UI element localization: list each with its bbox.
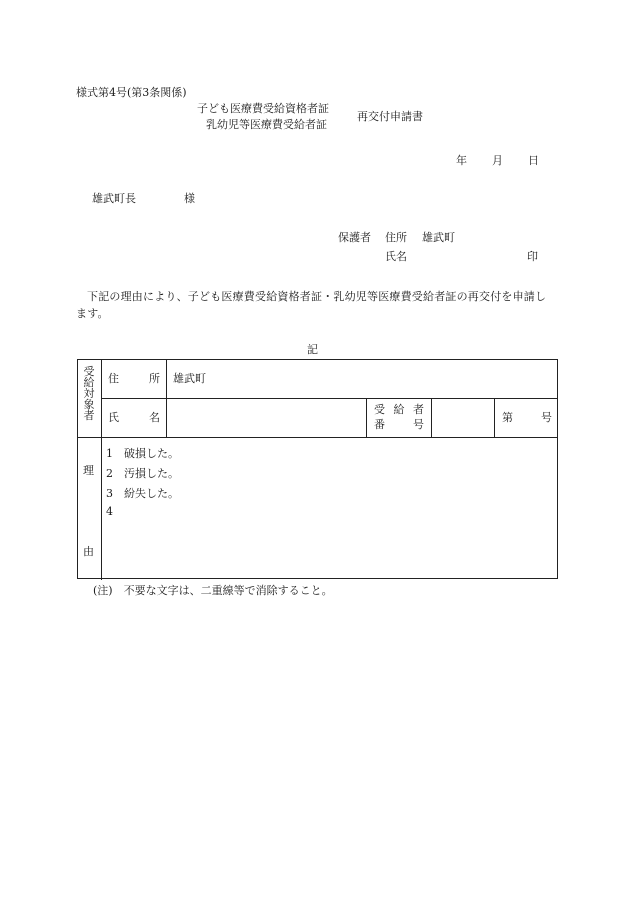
reason-header-bottom: 由	[83, 545, 94, 558]
ki-heading: 記	[307, 343, 318, 356]
reason-text: 紛失した。	[124, 487, 179, 500]
footnote: (注) 不要な文字は、二重線等で消除すること。	[93, 584, 333, 597]
title-reissue-application: 再交付申請書	[357, 110, 423, 123]
recipient-header-char: 受	[83, 365, 95, 378]
reason-text: 破損した。	[124, 447, 179, 460]
number-label-char5: 号	[413, 418, 424, 431]
addressee-honorific: 様	[184, 192, 195, 205]
table-address-label	[108, 372, 160, 386]
applicant-address-label: 住所	[385, 231, 407, 244]
title-certificate-infant: 乳幼児等医療費受給者証	[206, 118, 327, 131]
applicant-name-label: 氏名	[385, 250, 407, 263]
date-day-label: 日	[528, 154, 539, 167]
seal-mark: 印	[527, 250, 538, 263]
recipient-header-char: 者	[83, 409, 95, 422]
table-address-value[interactable]: 雄武町	[173, 372, 206, 385]
reason-item[interactable]	[106, 447, 179, 461]
recipient-header-text	[82, 366, 96, 421]
recipient-number-value[interactable]	[432, 399, 494, 437]
number-label-char1: 受	[374, 403, 385, 416]
addressee-name: 雄武町長	[92, 192, 136, 205]
reason-item[interactable]	[106, 487, 179, 501]
recipient-header-char: 象	[83, 398, 95, 411]
table-name-value[interactable]	[167, 399, 366, 437]
date-year-label: 年	[456, 154, 467, 167]
number-go: 号	[541, 411, 552, 424]
table-name-label-char1: 氏	[108, 411, 119, 424]
number-label-char2: 給	[393, 403, 405, 416]
reason-text: 汚損した。	[124, 467, 179, 480]
reason-header-top: 理	[83, 464, 94, 477]
table-address-label-char2: 所	[149, 372, 160, 385]
number-label-char4: 番	[374, 418, 385, 431]
recipient-number-label-bottom	[374, 418, 424, 432]
applicant-address-value[interactable]: 雄武町	[422, 231, 455, 244]
table-address-label-char1: 住	[108, 372, 119, 385]
application-statement: 下記の理由により、子ども医療費受給資格者証・乳幼児等医療費受給者証の再交付を申請します。	[76, 290, 547, 320]
table-name-label-char2: 名	[149, 411, 160, 424]
reason-num: 3	[106, 487, 113, 500]
reason-num: 2	[106, 467, 113, 480]
title-certificate-child: 子ども医療費受給資格者証	[197, 102, 329, 115]
reason-item[interactable]	[106, 467, 179, 481]
recipient-header	[82, 366, 96, 421]
table-name-label	[108, 411, 160, 425]
column-divider-number-suffix	[494, 398, 495, 437]
number-dai: 第	[502, 411, 513, 424]
column-divider-number-label	[366, 398, 367, 437]
recipient-form-table	[77, 359, 558, 579]
number-label-char3: 者	[413, 403, 424, 416]
recipient-header-char: 給	[83, 376, 95, 389]
recipient-header-char: 対	[83, 387, 95, 400]
reason-num: 4	[106, 505, 113, 518]
column-divider-header	[101, 360, 102, 580]
row-divider-name	[78, 437, 557, 438]
date-month-label: 月	[492, 154, 503, 167]
guardian-label: 保護者	[338, 231, 371, 244]
reason-item[interactable]	[106, 505, 124, 519]
recipient-number-label-top	[374, 403, 424, 417]
form-number: 様式第4号(第3条関係)	[76, 86, 187, 99]
reason-num: 1	[106, 447, 113, 460]
